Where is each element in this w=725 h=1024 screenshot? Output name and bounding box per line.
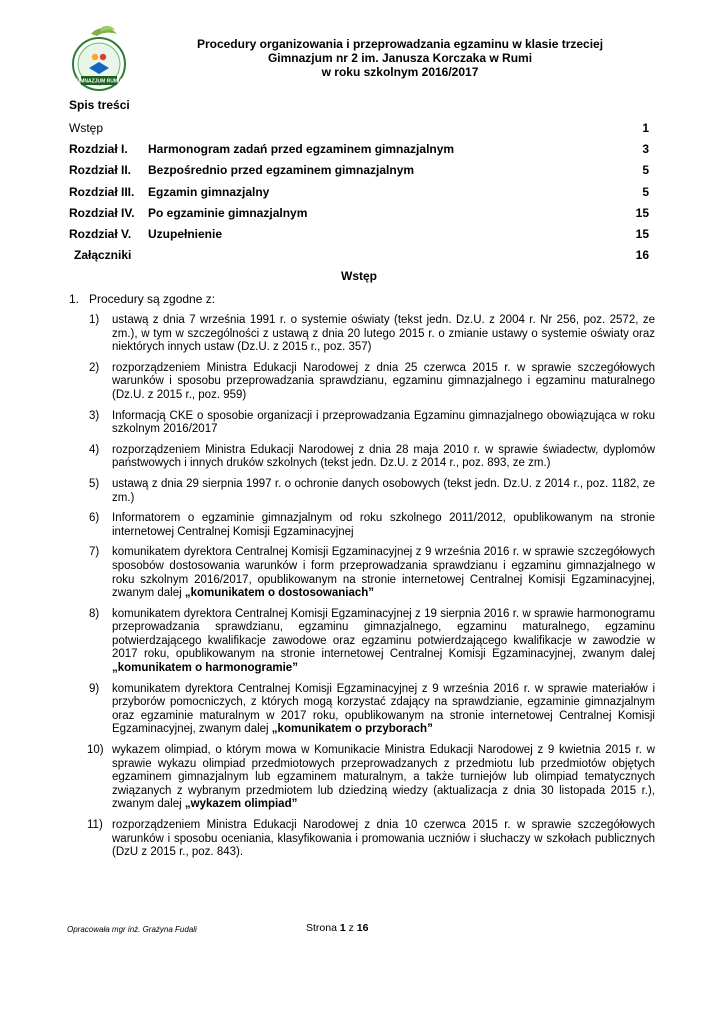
section-heading: Wstęp: [341, 269, 377, 283]
item-number: 3): [89, 409, 100, 422]
item-text: Informacją CKE o sposobie organizacji i przeprowadzania Egzaminu gimnazjalnego obowiązująca w roku szkolnym 2016/2017: [112, 409, 655, 436]
list-item: [89, 314, 655, 355]
toc-label: Rozdział II.: [69, 163, 132, 178]
item-text: rozporządzeniem Ministra Edukacji Narodowej z dnia 10 czerwca 2015 r. w sprawie szczegółowych warunków i sposobu oceniania, klasyfikowania i promowania uczniów i słuchaczy w szkołach publicznych (DzU z 2015 r., poz. 843).: [112, 819, 655, 859]
item-number: 2): [89, 361, 100, 374]
title-line-3: w roku szkolnym 2016/2017: [321, 65, 479, 79]
list-number: 1.: [69, 292, 80, 306]
toc-name: Uzupełnienie: [148, 226, 223, 241]
toc-row: [69, 227, 649, 248]
item-number: 10): [87, 744, 104, 757]
list-item: [89, 444, 655, 471]
footer-author: Opracowała mgr inż. Grażyna Fudali: [67, 925, 197, 934]
page-current: 1: [339, 922, 346, 934]
list-title-text: Procedury są zgodne z:: [89, 292, 216, 306]
item-bold-term: „wykazem olimpiad”: [184, 798, 298, 811]
list-item: [89, 819, 655, 860]
page-number: [306, 922, 368, 934]
item-number: 5): [89, 477, 100, 490]
item-number: 11): [87, 819, 103, 831]
item-text: ustawą z dnia 29 sierpnia 1997 r. o ochronie danych osobowych (tekst jedn. Dz.U. z 2014 r., poz. 1182, ze zm.): [112, 477, 655, 504]
table-of-contents: [69, 121, 649, 269]
document-title: [180, 37, 620, 79]
logo-text: GIMNAZJUM RUMIA: [74, 78, 124, 85]
list-title: [69, 292, 215, 306]
title-line-1: Procedury organizowania i przeprowadzania egzaminu w klasie trzeciej: [196, 37, 604, 51]
toc-row: [69, 185, 649, 206]
item-number: 8): [89, 607, 100, 620]
toc-name: Bezpośrednio przed egzaminem gimnazjalnym: [148, 163, 415, 178]
toc-row: [69, 121, 649, 142]
toc-label: Rozdział V.: [69, 226, 132, 241]
toc-page: 16: [635, 248, 649, 263]
item-bold-term: „komunikatem o przyborach”: [271, 723, 433, 736]
toc-page: 3: [642, 142, 649, 157]
page-prefix: Strona: [306, 922, 340, 934]
item-text: wykazem olimpiad, o którym mowa w Komunikacie Ministra Edukacji Narodowej z 9 kwietnia 2015 r. w sprawie wykazu olimpiad przedmiotowych przeprowadzanych z przedmiotu lub przedmiotów objętych egzaminem gimnazjalnym lub egzaminem maturalnym, a także turniejów lub olimpiad tematycznych związanych z wybranym przedmiotem lub dziedziną wiedzy (aktualizacja z dnia 30 listopada 2015 r.), zwanym dalej: [112, 744, 655, 811]
toc-label: Załączniki: [74, 248, 132, 263]
list-item: [89, 478, 655, 505]
item-number: 1): [89, 314, 100, 326]
toc-page: 1: [642, 121, 649, 135]
page-sep: z: [345, 922, 357, 934]
item-text: Informatorem o egzaminie gimnazjalnym od roku szkolnego 2011/2012, opublikowanym na stronie internetowej Centralnej Komisji Egzaminacyjnej: [112, 512, 655, 538]
item-text: komunikatem dyrektora Centralnej Komisji Egzaminacyjnej z 9 września 2016 r. w sprawie szczegółowych sposobów dostosowania warunków i form przeprowadzania sprawdzianu i egzaminu gimnazjalnego w roku szkolnym 2016/2017, opublikowanym na stronie internetowej Centralnej Komisji Egzaminacyjnej, zwanym dalej: [112, 546, 655, 600]
toc-name: Po egzaminie gimnazjalnym: [148, 205, 308, 220]
toc-page: 5: [642, 184, 649, 199]
toc-label: Wstęp: [69, 121, 104, 135]
list-item: [89, 362, 655, 403]
item-number: 7): [89, 546, 100, 559]
item-text: komunikatem dyrektora Centralnej Komisji Egzaminacyjnej z 9 września 2016 r. w sprawie materiałów i przyborów pomocniczych, z których mogą korzystać zdający na sprawdzianie, egzaminie gimnazjalnym oraz egzaminie maturalnym w 2017 roku, opublikowanym na stronie internetowej Centralnej Komisji Egzaminacyjnej, zwanym dalej: [112, 682, 655, 736]
toc-name: Egzamin gimnazjalny: [148, 184, 270, 199]
item-text: rozporządzeniem Ministra Edukacji Narodowej z dnia 25 czerwca 2015 r. w sprawie szczegółowych warunków i sposobu przeprowadzania sprawdzianu, egzaminu gimnazjalnego i egzaminu maturalnego (Dz.U. z 2015 r., poz. 959): [112, 361, 655, 401]
toc-page: 5: [642, 163, 649, 178]
item-number: 9): [89, 682, 100, 695]
list-item: [89, 744, 655, 812]
toc-label: Rozdział I.: [69, 142, 128, 157]
school-logo: [67, 24, 131, 100]
list-item: [89, 683, 655, 737]
list-item: [89, 512, 655, 539]
toc-label: Rozdział III.: [69, 184, 135, 199]
title-line-2: Gimnazjum nr 2 im. Janusza Korczaka w Rumi: [267, 51, 533, 65]
toc-name: Harmonogram zadań przed egzaminem gimnazjalnym: [148, 142, 455, 157]
toc-row: [69, 248, 649, 269]
toc-heading: Spis treści: [69, 98, 130, 112]
item-text: ustawą z dnia 7 września 1991 r. o systemie oświaty (tekst jedn. Dz.U. z 2004 r. Nr 256, poz. 2572, ze zm.), w tym w szczególności z ustawą z dnia 20 lutego 2015 r. o zmianie ustawy o systemie oświaty oraz niektórych innych ustaw (Dz.U. z 2015 r., poz. 357): [112, 314, 655, 354]
item-bold-term: „komunikatem o dostosowaniach”: [184, 587, 375, 600]
toc-row: [69, 142, 649, 163]
toc-row: [69, 206, 649, 227]
page-total: 16: [356, 922, 369, 934]
item-text: komunikatem dyrektora Centralnej Komisji Egzaminacyjnej z 19 sierpnia 2016 r. w sprawie harmonogramu przeprowadzania sprawdzianu, egzaminu gimnazjalnego, egzaminu maturalnego, egzaminu potwierdzającego kwalifikacje zawodowe oraz egzaminu potwierdzającego kwalifikacje w zawodzie w 2017 roku, opublikowanym na stronie internetowej Centralnej Komisji Egzaminacyjnej, zwanym dalej: [112, 607, 655, 661]
toc-page: 15: [635, 226, 649, 241]
item-bold-term: „komunikatem o harmonogramie”: [112, 662, 298, 675]
toc-row: [69, 163, 649, 184]
item-number: 6): [89, 512, 100, 525]
toc-label: Rozdział IV.: [69, 205, 135, 220]
list-item: [89, 410, 655, 437]
list-item: [89, 546, 655, 600]
legal-basis-list: [89, 314, 655, 867]
item-text: rozporządzeniem Ministra Edukacji Narodowej z dnia 28 maja 2010 r. w sprawie świadectw, dyplomów państwowych i innych druków szkolnych (tekst jedn. Dz.U. z 2014 r., poz. 893, ze zm.): [112, 443, 655, 470]
item-number: 4): [89, 443, 100, 456]
list-item: [89, 608, 655, 676]
toc-page: 15: [635, 205, 649, 220]
